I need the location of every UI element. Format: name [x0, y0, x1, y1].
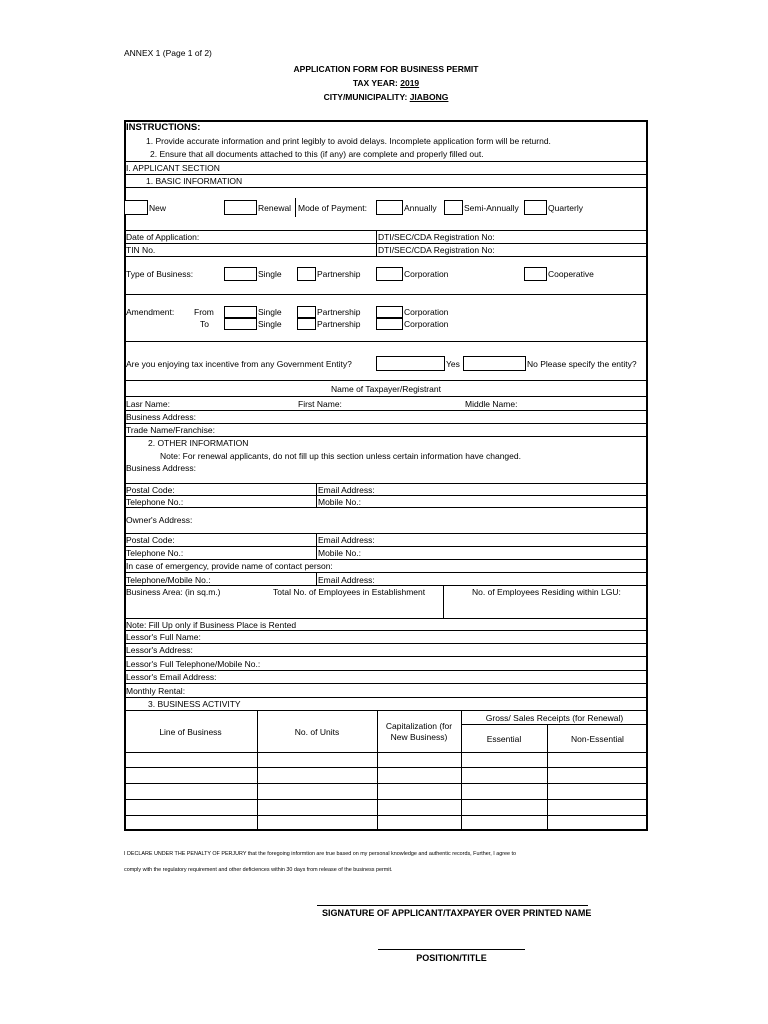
monthly-rental-label[interactable]: Monthly Rental:	[126, 686, 186, 696]
amendment-to-label: To	[200, 319, 209, 329]
mode-of-payment-label: Mode of Payment:	[298, 203, 367, 213]
instructions-title: INSTRUCTIONS:	[126, 122, 201, 133]
divider	[124, 643, 648, 644]
divider	[316, 483, 317, 507]
from-corporation-label: Corporation	[404, 307, 449, 317]
form-title: APPLICATION FORM FOR BUSINESS PERMIT	[293, 64, 479, 74]
tax-year-label: TAX YEAR:	[352, 78, 398, 88]
lessor-phone-label[interactable]: Lessor's Full Telephone/Mobile No.:	[126, 659, 261, 669]
annex-label: ANNEX 1 (Page 1 of 2)	[124, 48, 212, 58]
last-name-label[interactable]: Lasr Name:	[126, 399, 170, 409]
amendment-label: Amendment:	[126, 307, 175, 317]
business-address-label[interactable]: Business Address:	[126, 412, 196, 422]
note-rented-label: Note: Fill Up only if Business Place is Rented	[126, 620, 297, 630]
dti-registration-label[interactable]: DTI/SEC/CDA Registration No:	[378, 232, 495, 242]
annually-label: Annually	[404, 203, 437, 213]
postal-code-label[interactable]: Postal Code:	[126, 485, 175, 495]
declaration-line-2: comply with the regulatory requirement and other deficiences within 30 days from release of the business permit.	[124, 867, 393, 873]
no-specify-label: No Please specify the entity?	[527, 359, 637, 369]
position-line	[378, 949, 525, 950]
divider	[124, 256, 648, 257]
divider	[316, 572, 317, 585]
divider	[124, 495, 648, 496]
from-partnership-label: Partnership	[317, 307, 361, 317]
type-of-business-label: Type of Business:	[126, 269, 194, 279]
dti-registration-label-2[interactable]: DTI/SEC/CDA Registration No:	[378, 245, 495, 255]
instruction-1: 1. Provide accurate information and print legibly to avoid delays. Incomplete application form will be returnd.	[146, 136, 551, 146]
col-capitalization-1: Capitalization (for	[385, 721, 453, 731]
signature-label: SIGNATURE OF APPLICANT/TAXPAYER OVER PRINTED NAME	[322, 908, 592, 918]
to-partnership-label: Partnership	[317, 319, 361, 329]
tin-label[interactable]: TIN No.	[126, 245, 156, 255]
divider	[124, 174, 648, 175]
owner-email-label[interactable]: Email Address:	[318, 535, 375, 545]
other-business-address-label[interactable]: Business Address:	[126, 463, 196, 473]
divider	[124, 683, 648, 684]
corporation-label: Corporation	[404, 269, 449, 279]
single-checkbox[interactable]	[224, 267, 257, 281]
emergency-contact-label[interactable]: In case of emergency, provide name of contact person:	[126, 561, 333, 571]
name-of-taxpayer-title: Name of Taxpayer/Registrant	[331, 384, 441, 394]
table-row[interactable]	[124, 799, 648, 800]
to-partnership-checkbox[interactable]	[297, 318, 316, 330]
declaration-line-1: I DECLARE UNDER THE PENALTY OF PERJURY that the foregoing informtion are true based on my personal knowledge and authentic records, Further, I agree to	[124, 851, 517, 857]
divider	[124, 161, 648, 162]
col-no-of-units: No. of Units	[294, 727, 340, 737]
divider	[124, 187, 648, 188]
mobile-label[interactable]: Mobile No.:	[318, 497, 361, 507]
divider	[124, 436, 648, 437]
from-partnership-checkbox[interactable]	[297, 306, 316, 318]
col-essential: Essential	[486, 734, 522, 744]
city-label: CITY/MUNICIPALITY:	[323, 92, 408, 102]
col-non-essential: Non-Essential	[571, 734, 624, 744]
amendment-from-label: From	[194, 307, 214, 317]
city-line	[124, 92, 648, 102]
divider	[124, 507, 648, 508]
col-capitalization-2: New Business)	[390, 732, 448, 742]
other-info-title: 2. OTHER INFORMATION	[148, 438, 249, 448]
divider	[124, 533, 648, 534]
divider	[124, 710, 648, 711]
renewal-label: Renewal	[258, 203, 292, 213]
tax-incentive-yes-checkbox[interactable]	[376, 356, 445, 371]
position-label: POSITION/TITLE	[416, 953, 487, 963]
middle-name-label[interactable]: Middle Name:	[465, 399, 518, 409]
signature-line	[317, 905, 588, 906]
cooperative-label: Cooperative	[548, 269, 594, 279]
divider	[124, 396, 648, 397]
emergency-phone-label[interactable]: Telephone/Mobile No.:	[126, 575, 211, 585]
table-row[interactable]	[124, 783, 648, 784]
city-value: JIABONG	[409, 92, 449, 102]
annually-checkbox[interactable]	[376, 200, 403, 215]
quarterly-checkbox[interactable]	[524, 200, 547, 215]
divider	[443, 585, 444, 618]
employees-lgu-label[interactable]: No. of Employees Residing within LGU:	[472, 587, 621, 597]
divider	[257, 710, 258, 830]
email-address-label[interactable]: Email Address:	[318, 485, 375, 495]
divider	[124, 294, 648, 295]
divider	[124, 656, 648, 657]
applicant-section-title: I. APPLICANT SECTION	[126, 163, 220, 173]
from-corporation-checkbox[interactable]	[376, 306, 403, 318]
new-checkbox[interactable]	[124, 200, 148, 215]
business-activity-title: 3. BUSINESS ACTIVITY	[148, 699, 241, 709]
trade-name-label[interactable]: Trade Name/Franchise:	[126, 425, 215, 435]
emergency-email-label[interactable]: Email Address:	[318, 575, 375, 585]
divider	[124, 670, 648, 671]
semi-annually-checkbox[interactable]	[444, 200, 463, 215]
divider	[124, 618, 648, 619]
first-name-label[interactable]: First Name:	[298, 399, 342, 409]
semi-annually-label: Semi-Annually	[464, 203, 519, 213]
divider	[124, 341, 648, 342]
divider	[124, 380, 648, 381]
divider	[461, 710, 462, 830]
divider	[124, 697, 648, 698]
to-corporation-checkbox[interactable]	[376, 318, 403, 330]
divider	[124, 572, 648, 573]
divider	[376, 230, 377, 256]
tax-year-line	[124, 78, 648, 88]
owner-postal-code-label[interactable]: Postal Code:	[126, 535, 175, 545]
divider	[124, 410, 648, 411]
divider	[124, 630, 648, 631]
owner-mobile-label[interactable]: Mobile No.:	[318, 548, 361, 558]
partnership-checkbox[interactable]	[297, 267, 316, 281]
cooperative-checkbox[interactable]	[524, 267, 547, 281]
table-row[interactable]	[124, 767, 648, 768]
divider	[124, 585, 648, 586]
new-label: New	[149, 203, 167, 213]
divider	[124, 423, 648, 424]
owners-address-label[interactable]: Owner's Address:	[126, 515, 193, 525]
basic-info-title: 1. BASIC INFORMATION	[146, 176, 243, 186]
divider	[124, 546, 648, 547]
other-info-note: Note: For renewal applicants, do not fill up this section unless certain information have changed.	[160, 451, 521, 461]
business-area-label[interactable]: Business Area: (in sq.m.)	[126, 587, 221, 597]
telephone-label[interactable]: Telephone No.:	[126, 497, 184, 507]
owner-telephone-label[interactable]: Telephone No.:	[126, 548, 184, 558]
partnership-label: Partnership	[317, 269, 361, 279]
to-corporation-label: Corporation	[404, 319, 449, 329]
lessor-email-label[interactable]: Lessor's Email Address:	[126, 672, 217, 682]
yes-label: Yes	[446, 359, 460, 369]
lessor-address-label[interactable]: Lessor's Address:	[126, 645, 193, 655]
col-line-of-business: Line of Business	[159, 727, 222, 737]
to-single-label: Single	[258, 319, 282, 329]
divider	[295, 198, 296, 217]
renewal-checkbox[interactable]	[224, 200, 257, 215]
total-employees-label[interactable]: Total No. of Employees in Establishment	[273, 587, 426, 597]
quarterly-label: Quarterly	[548, 203, 583, 213]
tax-incentive-label: Are you enjoying tax incentive from any Government Entity?	[126, 359, 352, 369]
divider	[124, 243, 648, 244]
to-single-checkbox[interactable]	[224, 318, 257, 330]
from-single-label: Single	[258, 307, 282, 317]
from-single-checkbox[interactable]	[224, 306, 257, 318]
date-of-application-label[interactable]: Date of Application:	[126, 232, 200, 242]
divider	[124, 752, 648, 753]
single-label: Single	[258, 269, 282, 279]
divider	[316, 533, 317, 559]
divider	[124, 483, 648, 484]
divider	[461, 724, 648, 725]
divider	[124, 559, 648, 560]
col-gross-receipts: Gross/ Sales Receipts (for Renewal)	[485, 713, 624, 723]
corporation-checkbox[interactable]	[376, 267, 403, 281]
table-row[interactable]	[124, 815, 648, 816]
divider	[124, 230, 648, 231]
tax-year-value: 2019	[400, 78, 420, 88]
divider	[377, 710, 378, 830]
tax-incentive-no-checkbox[interactable]	[463, 356, 526, 371]
lessor-name-label[interactable]: Lessor's Full Name:	[126, 632, 201, 642]
instruction-2: 2. Ensure that all documents attached to this (if any) are complete and properly filled out.	[150, 149, 484, 159]
